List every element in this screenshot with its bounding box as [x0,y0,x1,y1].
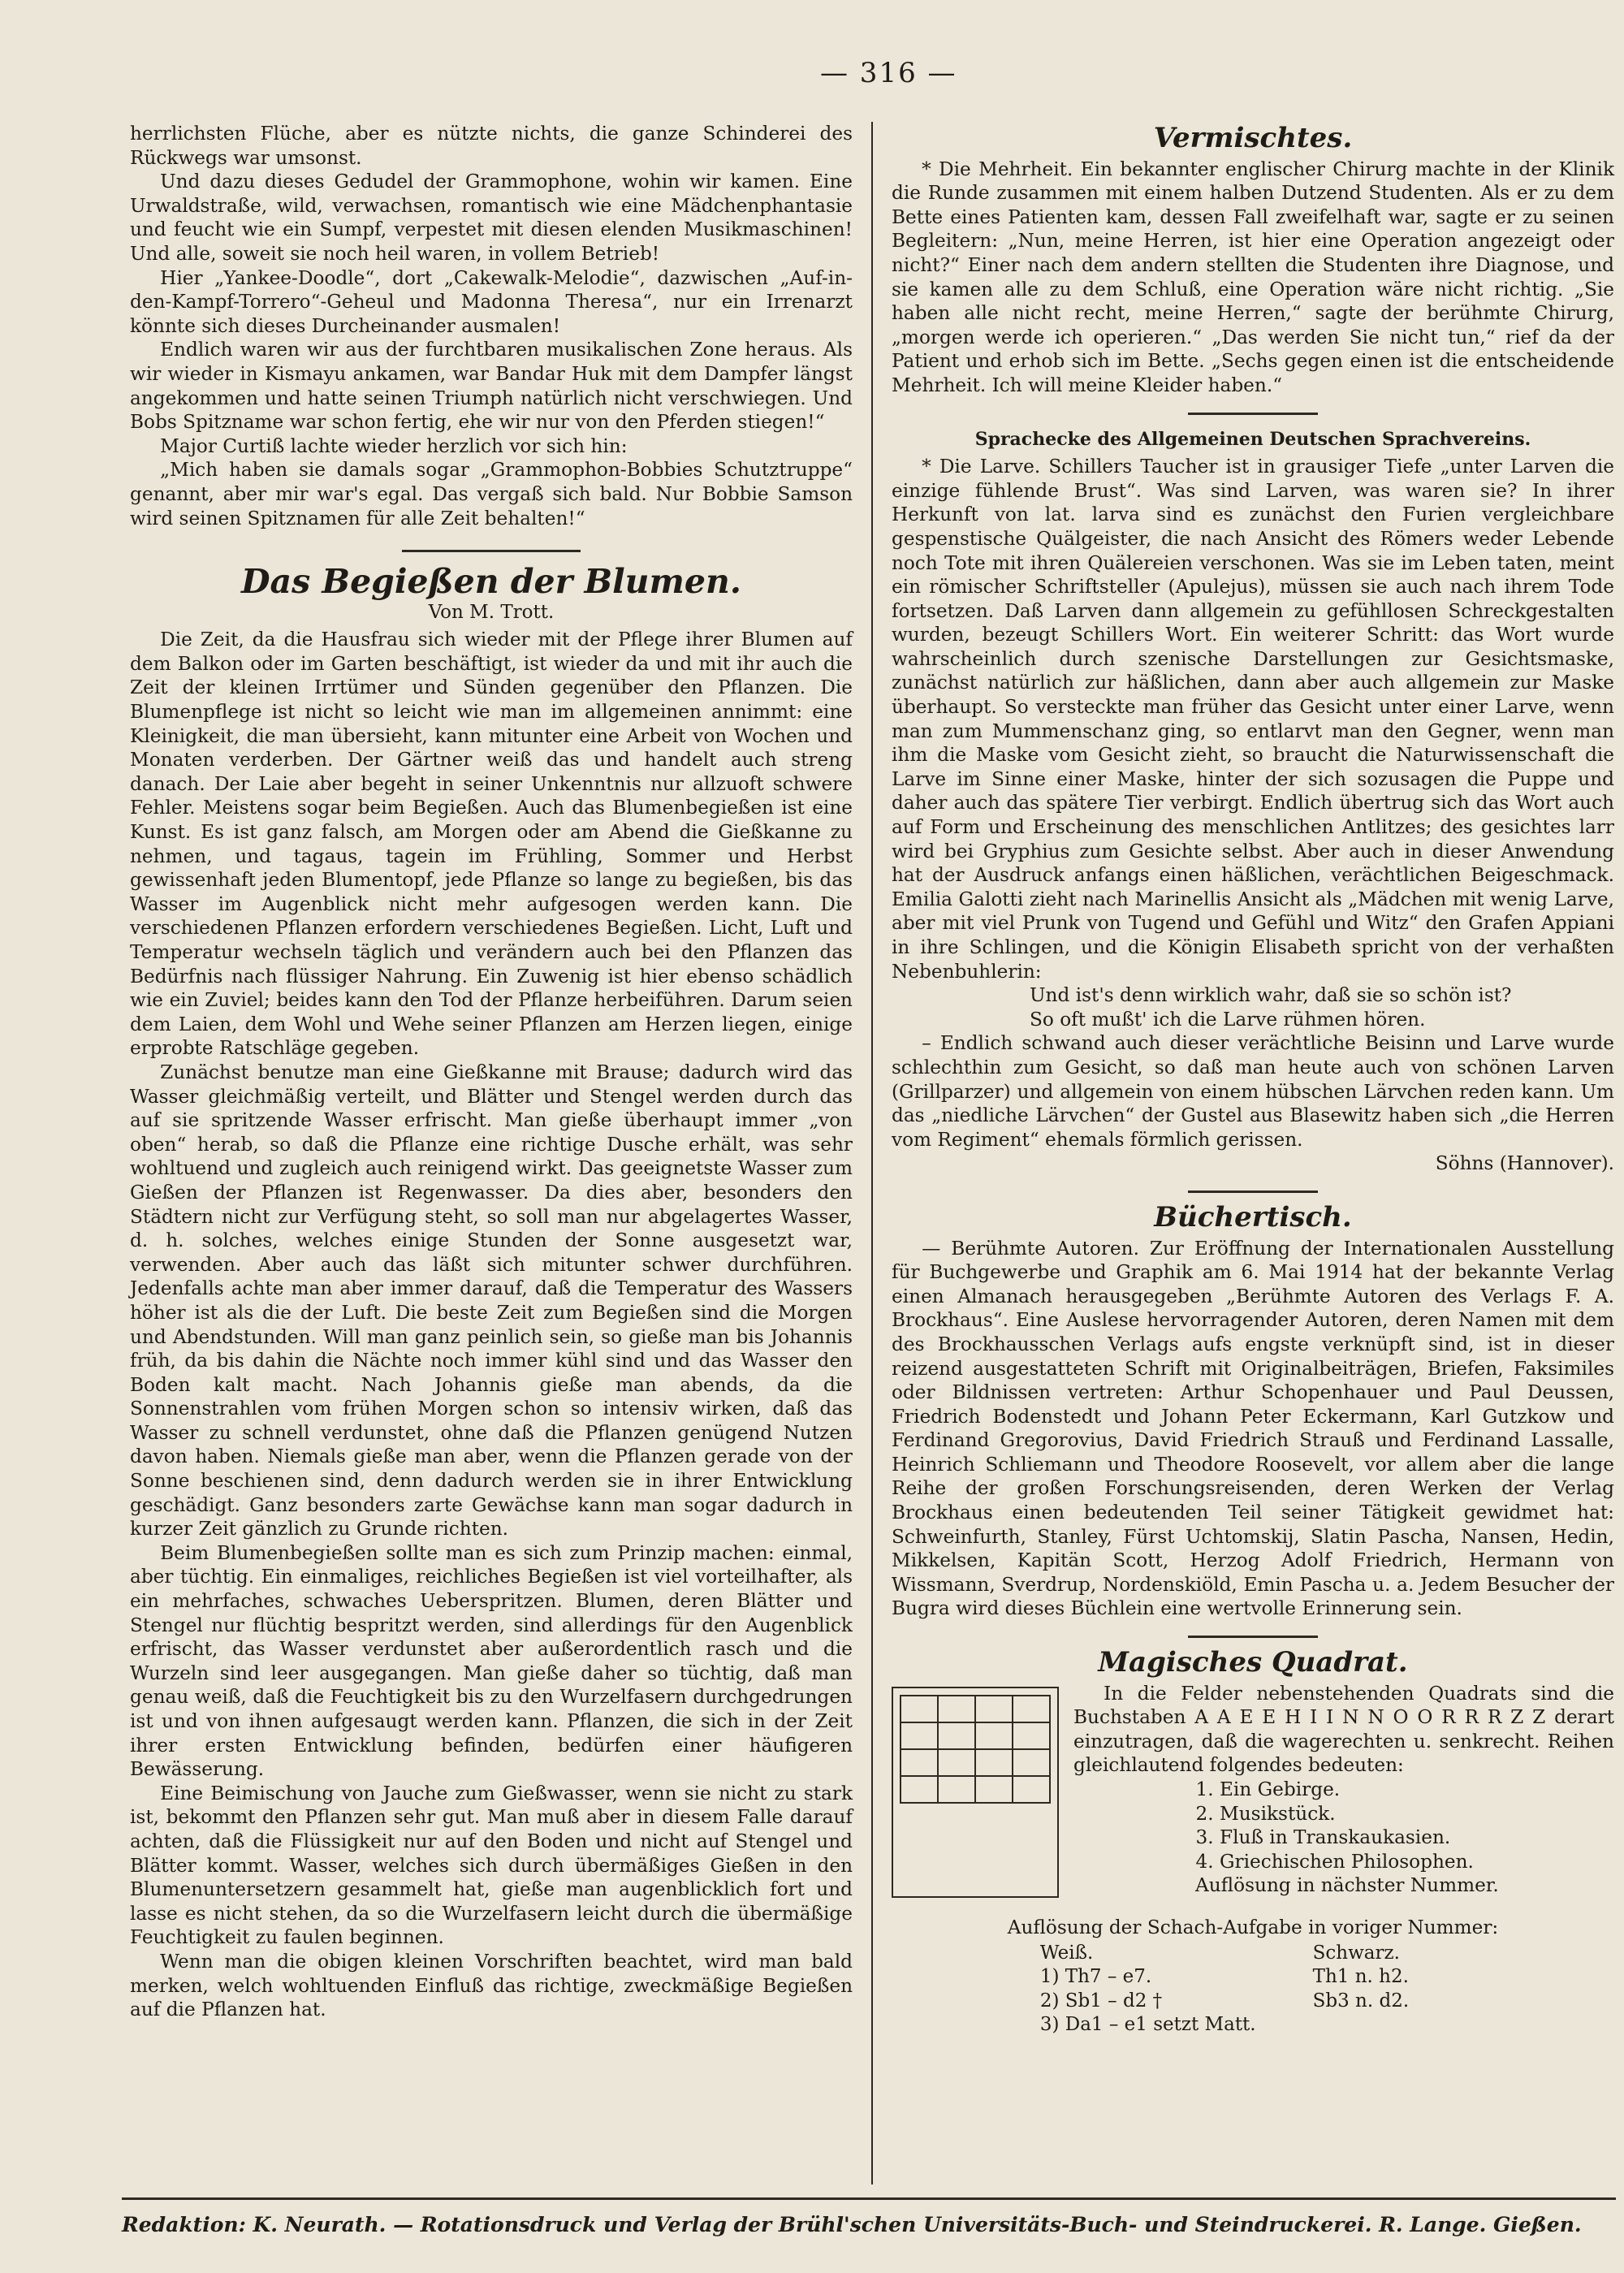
clue-item: 4. Griechischen Philosophen. [1220,1850,1614,1874]
sprachecke-paragraph: – Endlich schwand auch dieser verächtliche Beisinn und Larve wurde schlechthin zum Gesicht, so daß man heute auch von schönen Larven (Grillparzer) und allgemein von einem hübschen Lärvchen reden kann. Um das „niedliche Lärvchen“ der Gustel aus Blasewitz haben sich „die Herren vom Regiment“ ehemals förmlich gerissen. [892,1032,1614,1151]
verse-line: So oft mußt' ich die Larve rühmen hören. [1030,1008,1426,1031]
article-title: Das Begießen der Blumen. [240,562,742,602]
continued-story [130,122,853,530]
chess-moves-table [1040,1942,1466,2037]
story-paragraph: Major Curtiß lachte wieder herzlich vor sich hin: [160,434,628,457]
section-title: Büchertisch. [1154,1200,1352,1234]
section-title: Sprachecke des Allgemeinen Deutschen Sprachvereins. [974,428,1531,450]
section-title: Magisches Quadrat. [1098,1646,1408,1679]
white-move: 2) Sb1 – d2 † [1039,1990,1163,2012]
section-divider [1188,1191,1318,1193]
sprachecke-paragraph: * Die Larve. Schillers Taucher ist in grausiger Tiefe „unter Larven die einzige fühlende Brust“. Was sind Larven, was waren sie? In ihrer Herkunft von lat. larva sind es zunächst den Furien vergleichbare gespenstische Quälgeister, die nach Ansicht des Römers weder Lebende noch Tote mit ihren Quälereien verschonen. Was sie im Leben taten, meint ein römischer Schriftsteller (Apulejus), müssen sie auch nach ihrem Tode fortsetzen. Daß Larven dann allgemein zu gefühllosen Schreckgestalten wurden, bezeugt Schillers Wort. Ein weiterer Schritt: das Wort wurde wahrscheinlich durch szenische Darstellungen zur Gesichtsmaske, zunächst natürlich zur häßlichen, dann aber auch allgemein zur Maske überhaupt. So versteckte man früher das Gesicht unter einer Larve, wenn man zum Mummenschanz ging, so entlarvt man den Gegner, wenn man ihm die Maske vom Gesicht zieht, so braucht die Naturwissenschaft die Larve im Sinne einer Maske, hinter der sich sozusagen die Puppe und daher auch das spätere Tier verbirgt. Endlich übertrug sich das Wort auch auf Form und Erscheinung des menschlichen Antlitzes; des gesichtes larr wird bei Gryphius zum Gesichte selbst. Aber auch in dieser Anwendung hat der Ausdruck anfangs einen häßlichen, verächtlichen Beigeschmack. Emilia Galotti zieht nach Marinellis Ansicht als „Mädchen mit wenig Larve, aber mit viel Prunk von Tugend und Gefühl und Witz“ den Grafen Appiani in ihre Schlingen, und die Königin Elisabeth spricht von der verhaßten Nebenbuhlerin: [892,456,1614,983]
grid-cell [901,1696,938,1722]
article-paragraph: Eine Beimischung von Jauche zum Gießwasser, wenn sie nicht zu stark ist, bekommt den Pflanzen sehr gut. Man muß aber in diesem Falle darauf achten, daß die Flüssigkeit nur auf den Boden und nicht auf Stengel und Blätter kommt. Wasser, welches sich durch übermäßiges Gießen in den Blumenuntersetzern gesammelt hat, gieße man augenblicklich fort und lasse es nicht stehen, da so die Wurzelfasern leicht durch die übermäßige Feuchtigkeit zu faulen beginnen. [130,1782,853,1949]
clue-item: 1. Ein Gebirge. [1220,1778,1614,1802]
solution-note: Auflösung in nächster Nummer. [1195,1874,1499,1897]
grid-cell [901,1722,938,1749]
buechertisch-section [892,1200,1614,1621]
white-move: 1) Th7 – e7. [1039,1966,1152,1988]
article-paragraph: Die Zeit, da die Hausfrau sich wieder mit der Pflege ihrer Blumen auf dem Balkon oder im Garten beschäftigt, ist wieder da und mit ihr auch die Zeit der kleinen Irrtümer und Sünden gegenüber den Pflanzen. Die Blumenpflege ist nicht so leicht wie man im allgemeinen annimmt: eine Kleinigkeit, die man übersieht, kann mitunter eine Arbeit von Wochen und Monaten verderben. Der Gärtner weiß das und handelt auch streng danach. Der Laie aber begeht in seiner Unkenntnis nur allzuoft schwere Fehler. Meistens sogar beim Begießen. Auch das Blumenbegießen ist eine Kunst. Es ist ganz falsch, am Morgen oder am Abend die Gießkanne zu nehmen, und tagaus, tagein im Frühling, Sommer und Herbst gewissenhaft jeden Blumentopf, jede Pflanze so lange zu begießen, bis das Wasser im Augenblick nicht mehr aufgesogen werden kann. Die verschiedenen Pflanzen erfordern verschiedenes Begießen. Licht, Luft und Temperatur wechseln täglich und verändern auch bei den Pflanzen das Bedürfnis nach flüssiger Nahrung. Ein Zuwenig ist hier ebenso schädlich wie ein Zuviel; beides kann den Tod der Pflanze herbeiführen. Darum seien dem Laien, dem Wohl und Wehe seiner Pflanzen am Herzen liegen, einige erprobte Ratschläge gegeben. [130,629,853,1060]
black-move: Th1 n. h2. [1312,1966,1409,1988]
black-move [1313,2013,1466,2037]
article-paragraph: Beim Blumenbegießen sollte man es sich zum Prinzip machen: einmal, aber tüchtig. Ein einmaliges, reichliches Begießen ist viel vorteilhafter, als ein mehrfaches, schwaches Ueberspritzen. Blumen, deren Blätter und Stengel nur flüchtig bespritzt werden, sind allerdings für den Augenblick erfrischt, das Wasser verdunstet aber außerordentlich rasch und die Wurzeln sind leer ausgegangen. Man gieße daher so tüchtig, daß man genau weiß, daß die Feuchtigkeit bis zu den Wurzelfasern durchgedrungen ist und von ihnen aufgesaugt werden kann. Pflanzen, die sich in der Zeit ihrer ersten Entwicklung befinden, bedürfen einer häufigeren Bewässerung. [130,1541,853,1781]
article-byline: Von M. Trott. [428,601,555,623]
grid-cell [1013,1749,1050,1776]
clue-list [1073,1778,1614,1873]
grid-cell [975,1722,1013,1749]
column-divider [871,122,873,2184]
section-title: Vermischtes. [1153,122,1353,154]
magic-square-grid [892,1687,1059,1898]
verse-line: Und ist's denn wirklich wahr, daß sie so schön ist? [1030,984,1512,1007]
magic-square-body [892,1682,1614,1898]
white-move: 3) Da1 – e1 setzt Matt. [1039,2014,1256,2036]
section-divider [1188,1636,1318,1638]
anecdote-paragraph: * Die Mehrheit. Ein bekannter englischer Chirurg machte in der Klinik die Runde zusammen mit einem halben Dutzend Studenten. Als er zu dem Bette eines Patienten kam, dessen Fall zweifelhaft war, sagte er zu seinen Begleitern: „Nun, meine Herren, ist hier eine Operation angezeigt oder nicht?“ Einer nach dem andern stellten die Studenten ihre Diagnose, und sie kamen alle zu dem Schluß, eine Operation wäre nicht richtig. „Sie haben alle nicht recht, meine Herren,“ sagte der berühmte Chirurg, „morgen werde ich operieren.“ „Das werden Sie nicht tun,“ rief da der Patient und erhob sich im Bette. „Sechs gegen einen ist die entscheidende Mehrheit. Ich will meine Kleider haben.“ [892,158,1614,396]
section-divider [402,550,581,552]
article-paragraph: Wenn man die obigen kleinen Vorschriften beachtet, wird man bald merken, welch wohltuenden Einfluß das richtige, zweckmäßige Begießen auf die Pflanzen hat. [130,1950,853,2021]
clue-item: 2. Musikstück. [1220,1802,1614,1826]
magic-square-text [1073,1682,1614,1898]
move-row [1040,1965,1466,1990]
page-number: — 316 — [820,57,957,89]
right-column [892,122,1614,2037]
grid-cell [938,1776,975,1803]
section-divider [1188,413,1318,415]
magic-square-section [892,1646,1614,1898]
grid-cell [975,1776,1013,1803]
black-label: Schwarz. [1312,1942,1400,1964]
flowers-article [130,562,853,2022]
article-paragraph: Zunächst benutze man eine Gießkanne mit Brause; dadurch wird das Wasser gleichmäßig verteilt, und Blätter und Stengel werden durch das auf sie spritzende Wasser erfrischt. Man gieße überhaupt immer „von oben“ herab, so daß die Pflanze eine richtige Dusche erhält, was sehr wohltuend und zugleich auch reinigend wirkt. Das geeignetste Wasser zum Gießen der Pflanzen ist Regenwasser. Da dies aber, besonders den Städtern nicht zur Verfügung steht, so soll man nur abgelagertes Wasser, d. h. solches, welches einige Stunden der Sonne ausgesetzt war, verwenden. Aber auch das läßt sich mitunter schwer durchführen. Jedenfalls achte man aber immer darauf, daß die Temperatur des Wassers höher ist als die der Luft. Die beste Zeit zum Begießen sind die Morgen und Abendstunden. Will man ganz peinlich sein, so gieße man bis Johannis früh, da bis dahin die Nächte noch immer kühl sind und das Wasser den Boden kalt macht. Nach Johannis gieße man abends, da die Sonnenstrahlen vom frühen Morgen schon so intensiv wirken, daß das Wasser zu schnell verdunstet, ohne daß die Pflanzen genügend Nutzen davon haben. Niemals gieße man aber, wenn die Pflanzen gerade von der Sonne beschienen sind, denn dadurch werden sie in ihrer Entwicklung geschädigt. Ganz besonders zarte Gewächse kann man sogar dadurch in kurzer Zeit gänzlich zu Grunde richten. [130,1061,853,1541]
grid-cell [975,1749,1013,1776]
story-paragraph: herrlichsten Flüche, aber es nützte nichts, die ganze Schinderei des Rückwegs war umsonst. [130,123,853,169]
author-signature: Söhns (Hannover). [1435,1152,1614,1175]
story-paragraph: Hier „Yankee-Doodle“, dort „Cakewalk-Melodie“, dazwischen „Auf-in-den-Kampf-Torrero“-Geheul und Madonna Theresa“, nur ein Irrenarzt könnte sich dieses Durcheinander ausmalen! [130,266,853,337]
story-paragraph: Und dazu dieses Gedudel der Grammophone, wohin wir kamen. Eine Urwaldstraße, wild, verwachsen, romantisch wie eine Mädchenphantasie und feucht wie ein Sumpf, verpestet mit diesen elenden Musikmaschinen! Und alle, soweit sie noch heil waren, in vollem Betrieb! [130,171,853,265]
black-move: Sb3 n. d2. [1312,1990,1410,2012]
story-paragraph: Endlich waren wir aus der furchtbaren musikalischen Zone heraus. Als wir wieder in Kismayu ankamen, war Bandar Huk mit dem Dampfer längst angekommen und hatte seinen Triumph natürlich nicht verschwiegen. Und Bobs Spitzname war schon fertig, ehe wir nur von den Pferden stiegen!“ [130,339,853,434]
grid-cell [1013,1696,1050,1722]
clue-item: 3. Fluß in Transkaukasien. [1220,1826,1614,1850]
vermischtes-section [892,122,1614,398]
chess-header: Auflösung der Schach-Aufgabe in voriger Nummer: [1007,1916,1499,1938]
puzzle-instructions: In die Felder nebenstehenden Quadrats sind die Buchstaben A A E E H I I N N O O R R R Z Z derart einzutragen, daß die wagerechten u. senkrecht. Reihen gleichlautend folgendes bedeuten: [1073,1682,1614,1777]
left-column [130,122,853,2022]
chess-solution [892,1916,1614,2037]
imprint-footer: Redaktion: K. Neurath. — Rotationsdruck und Verlag der Brühl'schen Universitäts-Buch- und Steindruckerei. R. Lange. Gießen. [122,2197,1616,2236]
book-notice-paragraph: — Berühmte Autoren. Zur Eröffnung der Internationalen Ausstellung für Buchgewerbe und Graphik am 6. Mai 1914 hat der bekannte Verlag einen Almanach herausgegeben „Berühmte Autoren des Verlags F. A. Brockhaus“. Eine Auslese hervorragender Autoren, deren Namen mit dem des Brockhausschen Verlags aufs engste verknüpft sind, ist in dieser reizend ausgestatteten Schrift mit Originalbeiträgen, Briefen, Faksimiles oder Bildnissen vertreten: Arthur Schopenhauer und Paul Deussen, Friedrich Bodenstedt und Johann Peter Eckermann, Karl Gutzkow und Ferdinand Gregorovius, David Friedrich Strauß und Ferdinand Lassalle, Heinrich Schliemann und Theodore Roosevelt, vor allem aber die lange Reihe der großen Forschungsreisenden, deren Werken der Verlag Brockhaus einen bedeutenden Teil seiner Tätigkeit gewidmet hat: Schweinfurth, Stanley, Fürst Uchtomskij, Slatin Pascha, Nansen, Hedin, Mikkelsen, Kapitän Scott, Herzog Adolf Friedrich, Hermann von Wissmann, Sverdrup, Nordenskiöld, Emin Pascha u. a. Jedem Besucher der Bugra wird dieses Büchlein eine wertvolle Erinnerung sein. [892,1237,1614,1620]
white-label: Weiß. [1039,1942,1094,1964]
story-paragraph: „Mich haben sie damals sogar „Grammophon-Bobbies Schutztruppe“ genannt, aber mir war's egal. Das vergaß sich bald. Nur Bobbie Samson wird seinen Spitznamen für alle Zeit behalten!“ [130,459,853,529]
grid-cell [938,1722,975,1749]
grid-cell [1013,1722,1050,1749]
grid-cell [901,1749,938,1776]
grid-cell [938,1749,975,1776]
grid-cell [938,1696,975,1722]
quoted-verse [892,983,1614,1031]
grid-cell [1013,1776,1050,1803]
grid-cell [975,1696,1013,1722]
move-row [1040,1990,1466,2014]
move-row [1040,2013,1466,2037]
sprachecke-section [892,428,1614,1176]
grid-cell [901,1776,938,1803]
